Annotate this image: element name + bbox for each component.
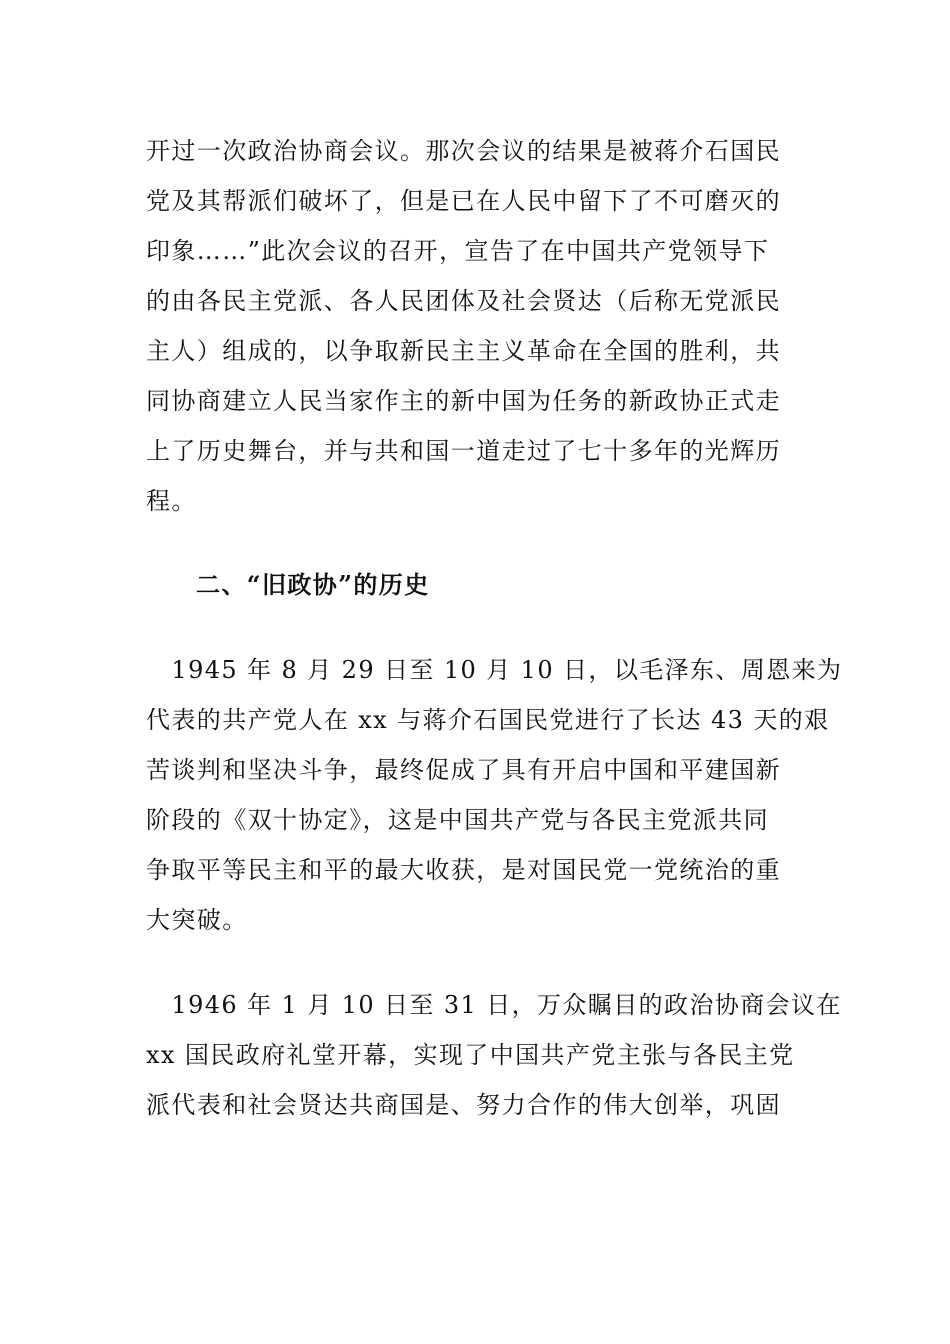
section-heading: 二、“旧政协”的历史	[196, 570, 430, 599]
paragraph-line: 的由各民主党派、各人民团体及社会贤达（后称无党派民	[146, 287, 781, 315]
paragraph-line: 开过一次政治协商会议。那次会议的结果是被蒋介石国民	[146, 137, 781, 165]
paragraph-line: 阶段的《双十协定》，这是中国共产党与各民主党派共同	[146, 806, 769, 834]
paragraph-line: 争取平等民主和平的最大收获，是对国民党一党统治的重	[146, 856, 781, 884]
paragraph-line: 1946 年 1 月 10 日至 31 日，万众瞩目的政治协商会议在	[146, 991, 842, 1019]
paragraph-3	[146, 980, 842, 1130]
paragraph-line: 上了历史舞台，并与共和国一道走过了七十多年的光辉历	[146, 437, 781, 465]
paragraph-line: 派代表和社会贤达共商国是、努力合作的伟大创举，巩固	[146, 1091, 781, 1119]
paragraph-line: xx 国民政府礼堂开幕，实现了中国共产党主张与各民主党	[146, 1041, 795, 1069]
paragraph-line: 代表的共产党人在 xx 与蒋介石国民党进行了长达 43 天的艰	[146, 706, 830, 734]
paragraph-1	[146, 126, 810, 526]
paragraph-line: 印象……”此次会议的召开，宣告了在中国共产党领导下	[146, 237, 770, 265]
paragraph-line: 大突破。	[146, 906, 248, 934]
paragraph-line: 党及其帮派们破坏了，但是已在人民中留下了不可磨灭的	[146, 187, 781, 215]
paragraph-2	[146, 645, 843, 945]
paragraph-line: 1945 年 8 月 29 日至 10 月 10 日，以毛泽东、周恩来为	[146, 656, 843, 684]
paragraph-line: 程。	[146, 487, 197, 515]
paragraph-line: 苦谈判和坚决斗争，最终促成了具有开启中国和平建国新	[146, 756, 781, 784]
paragraph-line: 主人）组成的，以争取新民主主义革命在全国的胜利，共	[146, 337, 781, 365]
paragraph-line: 同协商建立人民当家作主的新中国为任务的新政协正式走	[146, 387, 781, 415]
